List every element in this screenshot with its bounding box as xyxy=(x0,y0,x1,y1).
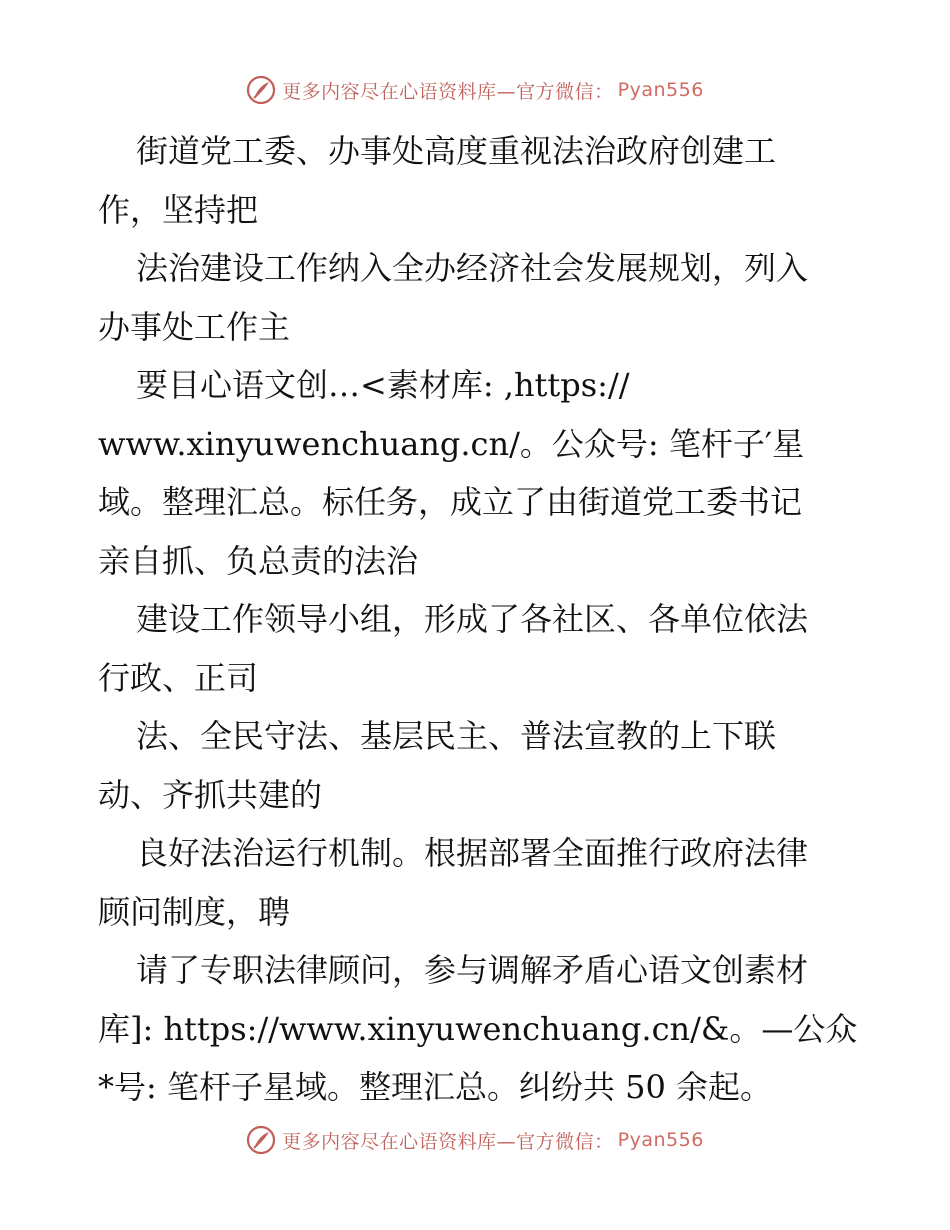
text-line: 请了专职法律顾问，参与调解矛盾心语文创素材 xyxy=(136,951,809,989)
text-line: 办事处工作主 xyxy=(98,307,291,346)
text-line: 街道党工委、办事处高度重视法治政府创建工 xyxy=(136,132,777,170)
text-line: 要目心语文创…<素材库: ,https:// xyxy=(136,366,630,404)
text-line: www.xinyuwenchuang.cn/。公众号: 笔杆子′星 xyxy=(98,424,805,463)
text-line: 域。整理汇总。标任务，成立了由街道党工委书记 xyxy=(98,483,803,521)
feather-pen-logo-icon xyxy=(246,1125,276,1155)
footer-watermark xyxy=(0,1120,950,1160)
text-line: 行政、正司 xyxy=(98,658,259,697)
text-line: 法治建设工作纳入全办经济社会发展规划，列入 xyxy=(136,249,809,287)
text-line: 良好法治运行机制。根据部署全面推行政府法律 xyxy=(136,834,809,872)
feather-pen-logo-icon xyxy=(246,75,276,105)
watermark-text: 更多内容尽在心语资料库—官方微信： xyxy=(282,1130,614,1153)
text-line: *号: 笔杆子星域。整理汇总。纠纷共 50 余起。 xyxy=(98,1068,773,1106)
text-line: 库]: https://www.xinyuwenchuang.cn/&。—公众 xyxy=(98,1009,858,1048)
watermark-wechat-id: Pyan556 xyxy=(617,1129,704,1151)
header-watermark xyxy=(0,70,950,110)
text-line: 作，坚持把 xyxy=(98,190,259,229)
text-line: 动、齐抓共建的 xyxy=(98,775,323,814)
document-body xyxy=(98,122,858,1117)
watermark-wechat-id: Pyan556 xyxy=(617,79,704,101)
text-line: 亲自抓、负总责的法治 xyxy=(98,541,419,580)
text-line: 法、全民守法、基层民主、普法宣教的上下联 xyxy=(136,717,777,755)
watermark-text: 更多内容尽在心语资料库—官方微信： xyxy=(282,80,614,103)
text-line: 顾问制度，聘 xyxy=(98,892,291,931)
text-line: 建设工作领导小组，形成了各社区、各单位依法 xyxy=(136,600,809,638)
